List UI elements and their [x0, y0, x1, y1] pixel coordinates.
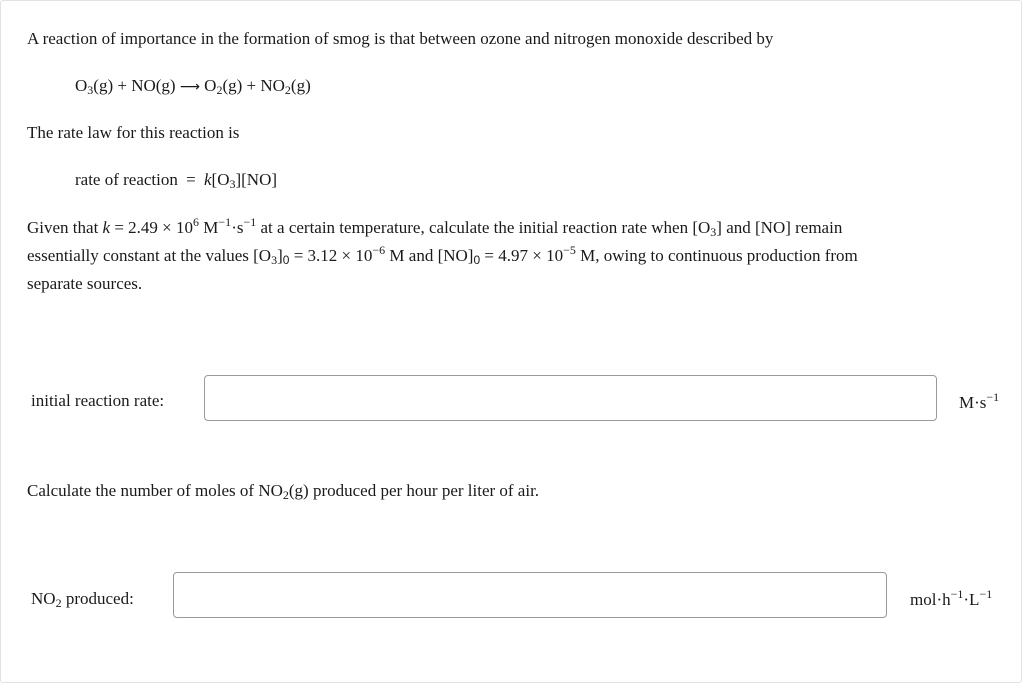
reaction-arrow-icon: ⟶: [179, 79, 200, 95]
no2-produced-label: $NO_2$ produced:: [31, 589, 134, 610]
given-line-1: Given that $k = 2.49 \times 10^6$ $M^{-1}\cdot s^{-1}$ at a certain temperature, calculate the initial reaction rate when $[O_3]$ and [NO] remain: [27, 215, 843, 239]
reaction-equation: $O_3(g) + NO(g)$ ⟶ $O_2(g) + NO_2(g)$: [75, 76, 311, 97]
initial-rate-input[interactable]: [204, 375, 937, 421]
given-line-3: separate sources.: [27, 274, 143, 293]
rate-law-intro: The rate law for this reaction is: [27, 123, 240, 142]
initial-rate-unit: $M\cdot s^{-1}$: [959, 390, 1000, 412]
no2-produced-unit: $mol\cdot h^{-1}\cdot L^{-1}$: [910, 587, 993, 609]
initial-rate-label: initial reaction rate:: [31, 391, 165, 410]
question-no2-moles: Calculate the number of moles of $NO_2(g)$ produced per hour per liter of air.: [27, 481, 540, 502]
given-line-2: essentially constant at the values $[O_3]_0 = 3.12 \times 10^{-6}$ M and $[NO]_0 = 4.97 \times 10^{-5}$ M, owing to continuous production from: [27, 243, 858, 267]
intro-text: A reaction of importance in the formation of smog is that between ozone and nitrogen monoxide described by: [27, 29, 774, 48]
rate-law-equation: rate of reaction = $k[O_3][NO]$: [75, 170, 278, 191]
no2-produced-input[interactable]: [173, 572, 887, 618]
